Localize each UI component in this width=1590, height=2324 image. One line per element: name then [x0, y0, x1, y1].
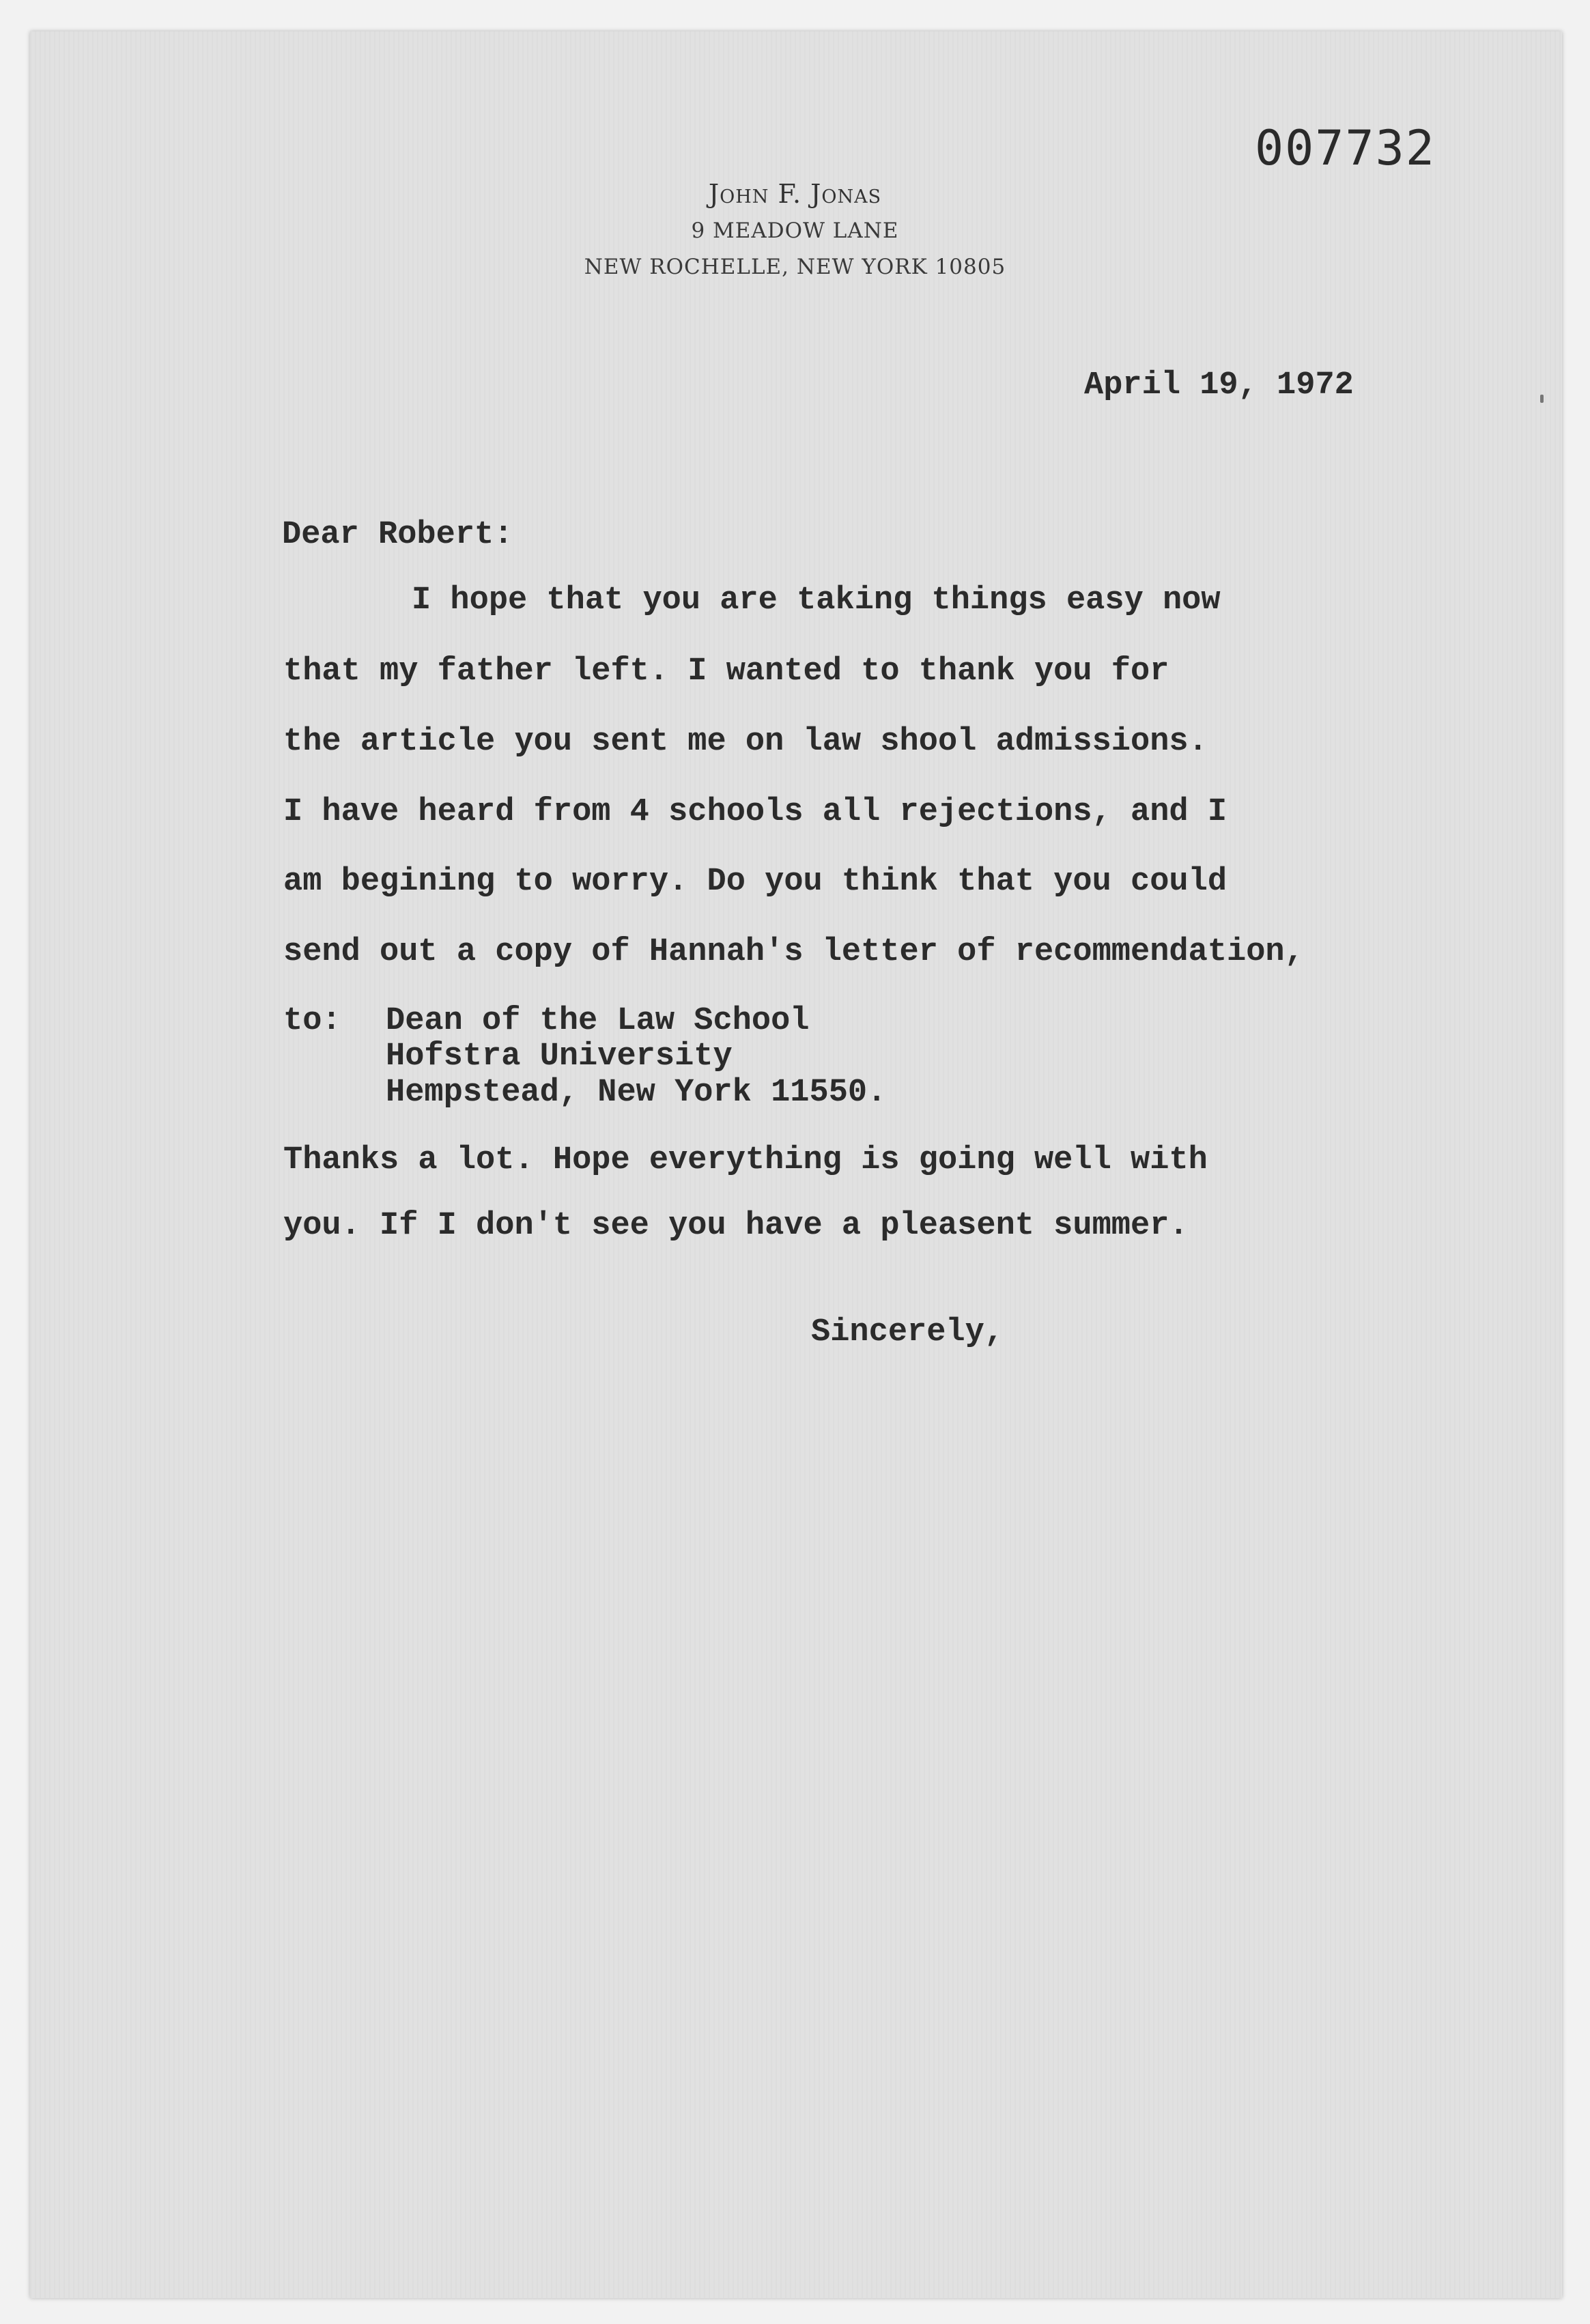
address-line: Hofstra University — [386, 1038, 733, 1075]
closing-line: you. If I don't see you have a pleasent summer. — [283, 1208, 1189, 1244]
body-line: am begining to worry. Do you think that you could — [283, 864, 1227, 900]
letter-date: April 19, 1972 — [1084, 367, 1354, 403]
paper-speck — [1540, 395, 1544, 403]
closing-line: Thanks a lot. Hope everything is going well with — [283, 1142, 1208, 1178]
letterhead-name: John F. Jonas — [708, 179, 882, 209]
document-stamp-number: 007732 — [1255, 120, 1436, 176]
letterhead-city: NEW ROCHELLE, NEW YORK 10805 — [584, 255, 1006, 279]
body-line: that my father left. I wanted to thank you for — [283, 653, 1169, 690]
signoff: Sincerely, — [811, 1314, 1004, 1350]
address-label: to: — [283, 1003, 341, 1039]
address-line: Hempstead, New York 11550. — [386, 1075, 887, 1111]
body-line: send out a copy of Hannah's letter of recommendation, — [283, 934, 1304, 970]
body-line: I hope that you are taking things easy now — [412, 582, 1221, 619]
body-line: the article you sent me on law shool admissions. — [283, 724, 1208, 760]
letterhead-street: 9 MEADOW LANE — [691, 218, 899, 243]
address-line: Dean of the Law School — [386, 1003, 810, 1039]
body-line: I have heard from 4 schools all rejections, and I — [283, 794, 1227, 830]
salutation: Dear Robert: — [282, 517, 513, 553]
